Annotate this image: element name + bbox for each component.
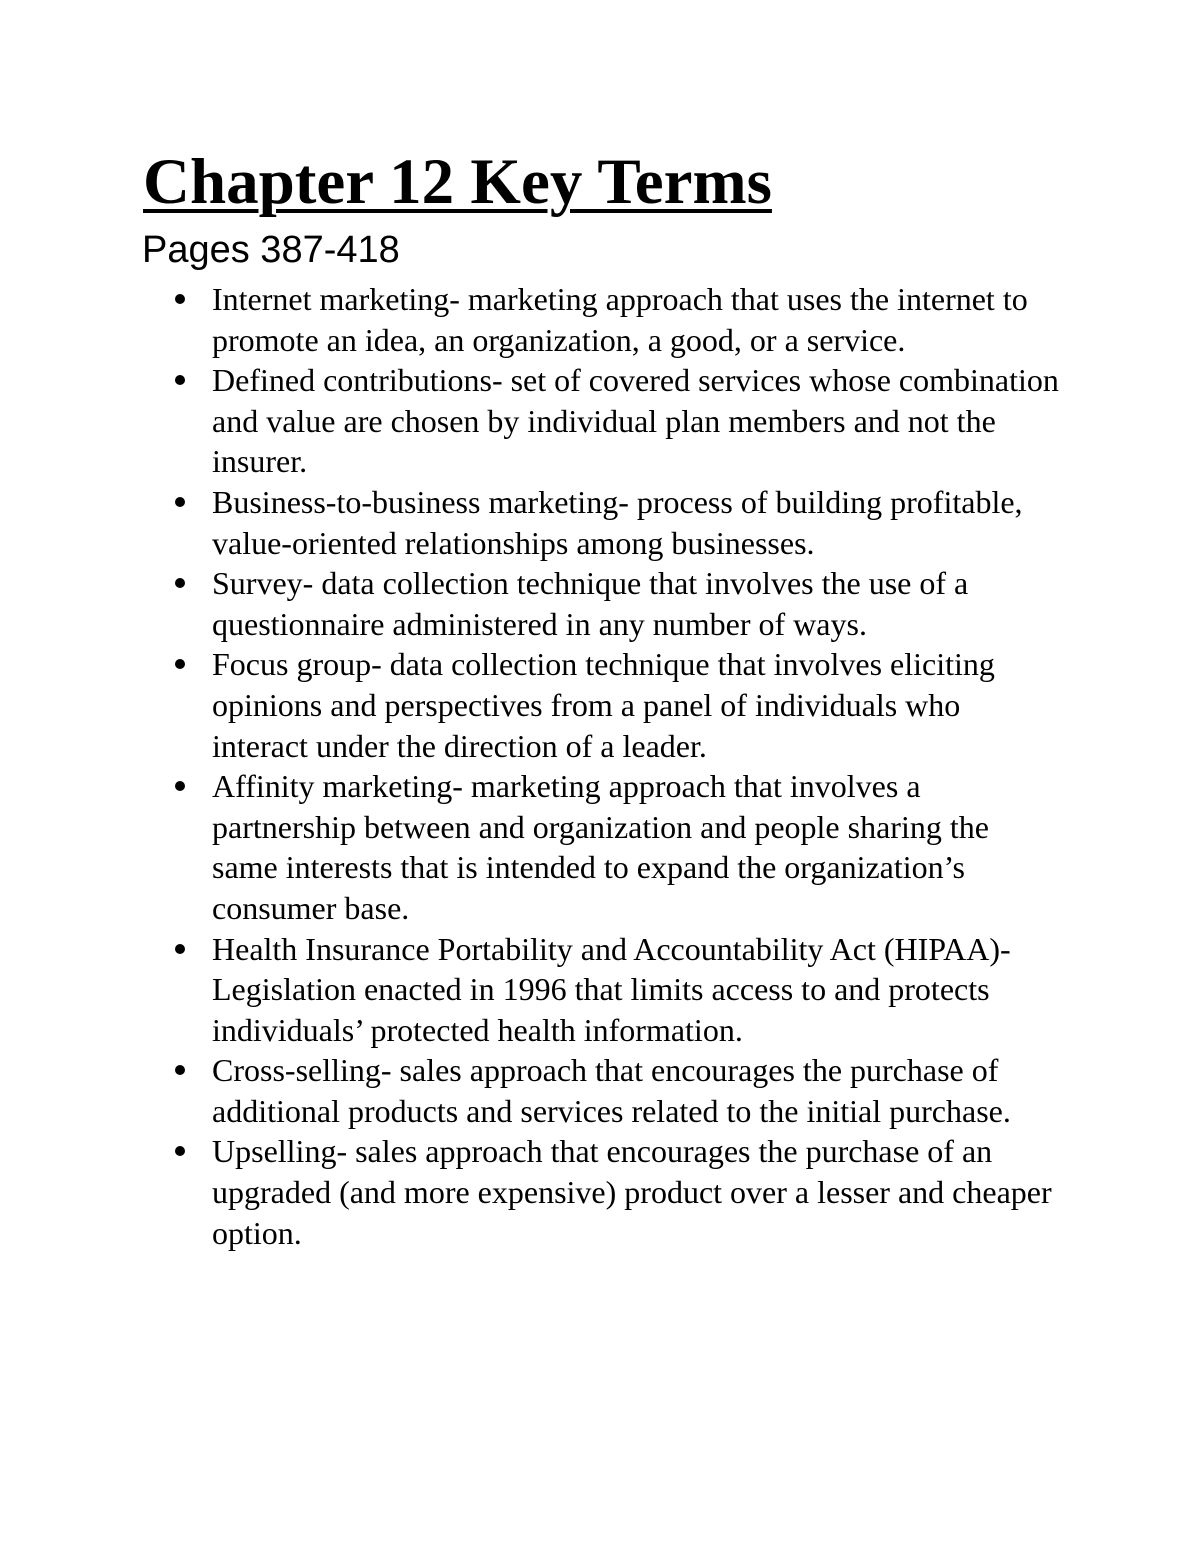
list-item	[212, 1131, 1062, 1253]
document-title: Chapter 12 Key Terms	[143, 146, 772, 218]
bullet-icon	[175, 659, 185, 669]
key-terms-list	[212, 279, 1062, 1253]
bullet-icon	[175, 497, 185, 507]
bullet-icon	[175, 944, 185, 954]
list-item	[212, 279, 1062, 360]
term-text: Upselling- sales approach that encourages the purchase of an upgraded (and more expensive) product over a lesser and cheaper option.	[212, 1133, 1052, 1251]
term-text: Defined contributions- set of covered services whose combination and value are chosen by individual plan members and not the insurer.	[212, 362, 1059, 480]
list-item	[212, 766, 1062, 928]
term-text: Affinity marketing- marketing approach that involves a partnership between and organization and people sharing the same interests that is intended to expand the organization’s consumer base.	[212, 768, 989, 926]
bullet-icon	[175, 1065, 185, 1075]
bullet-icon	[175, 375, 185, 385]
term-text: Health Insurance Portability and Accountability Act (HIPAA)- Legislation enacted in 1996 that limits access to and protects individuals’ protected health information.	[212, 930, 1011, 1048]
page-range-subtitle: Pages 387-418	[142, 229, 400, 271]
list-item	[212, 1050, 1062, 1131]
list-item	[212, 563, 1062, 644]
bullet-icon	[175, 294, 185, 304]
list-item	[212, 482, 1062, 563]
bullet-icon	[175, 578, 185, 588]
term-text: Survey- data collection technique that involves the use of a questionnaire administered in any number of ways.	[212, 565, 969, 642]
list-item	[212, 644, 1062, 766]
term-text: Cross-selling- sales approach that encourages the purchase of additional products and services related to the initial purchase.	[212, 1052, 1011, 1129]
bullet-icon	[175, 1146, 185, 1156]
term-text: Internet marketing- marketing approach that uses the internet to promote an idea, an organization, a good, or a service.	[212, 281, 1028, 358]
list-item	[212, 360, 1062, 482]
term-text: Business-to-business marketing- process of building profitable, value-oriented relationships among businesses.	[212, 483, 1023, 561]
list-item	[212, 929, 1062, 1051]
term-text: Focus group- data collection technique that involves eliciting opinions and perspectives from a panel of individuals who interact under the direction of a leader.	[212, 646, 995, 764]
bullet-icon	[175, 781, 185, 791]
